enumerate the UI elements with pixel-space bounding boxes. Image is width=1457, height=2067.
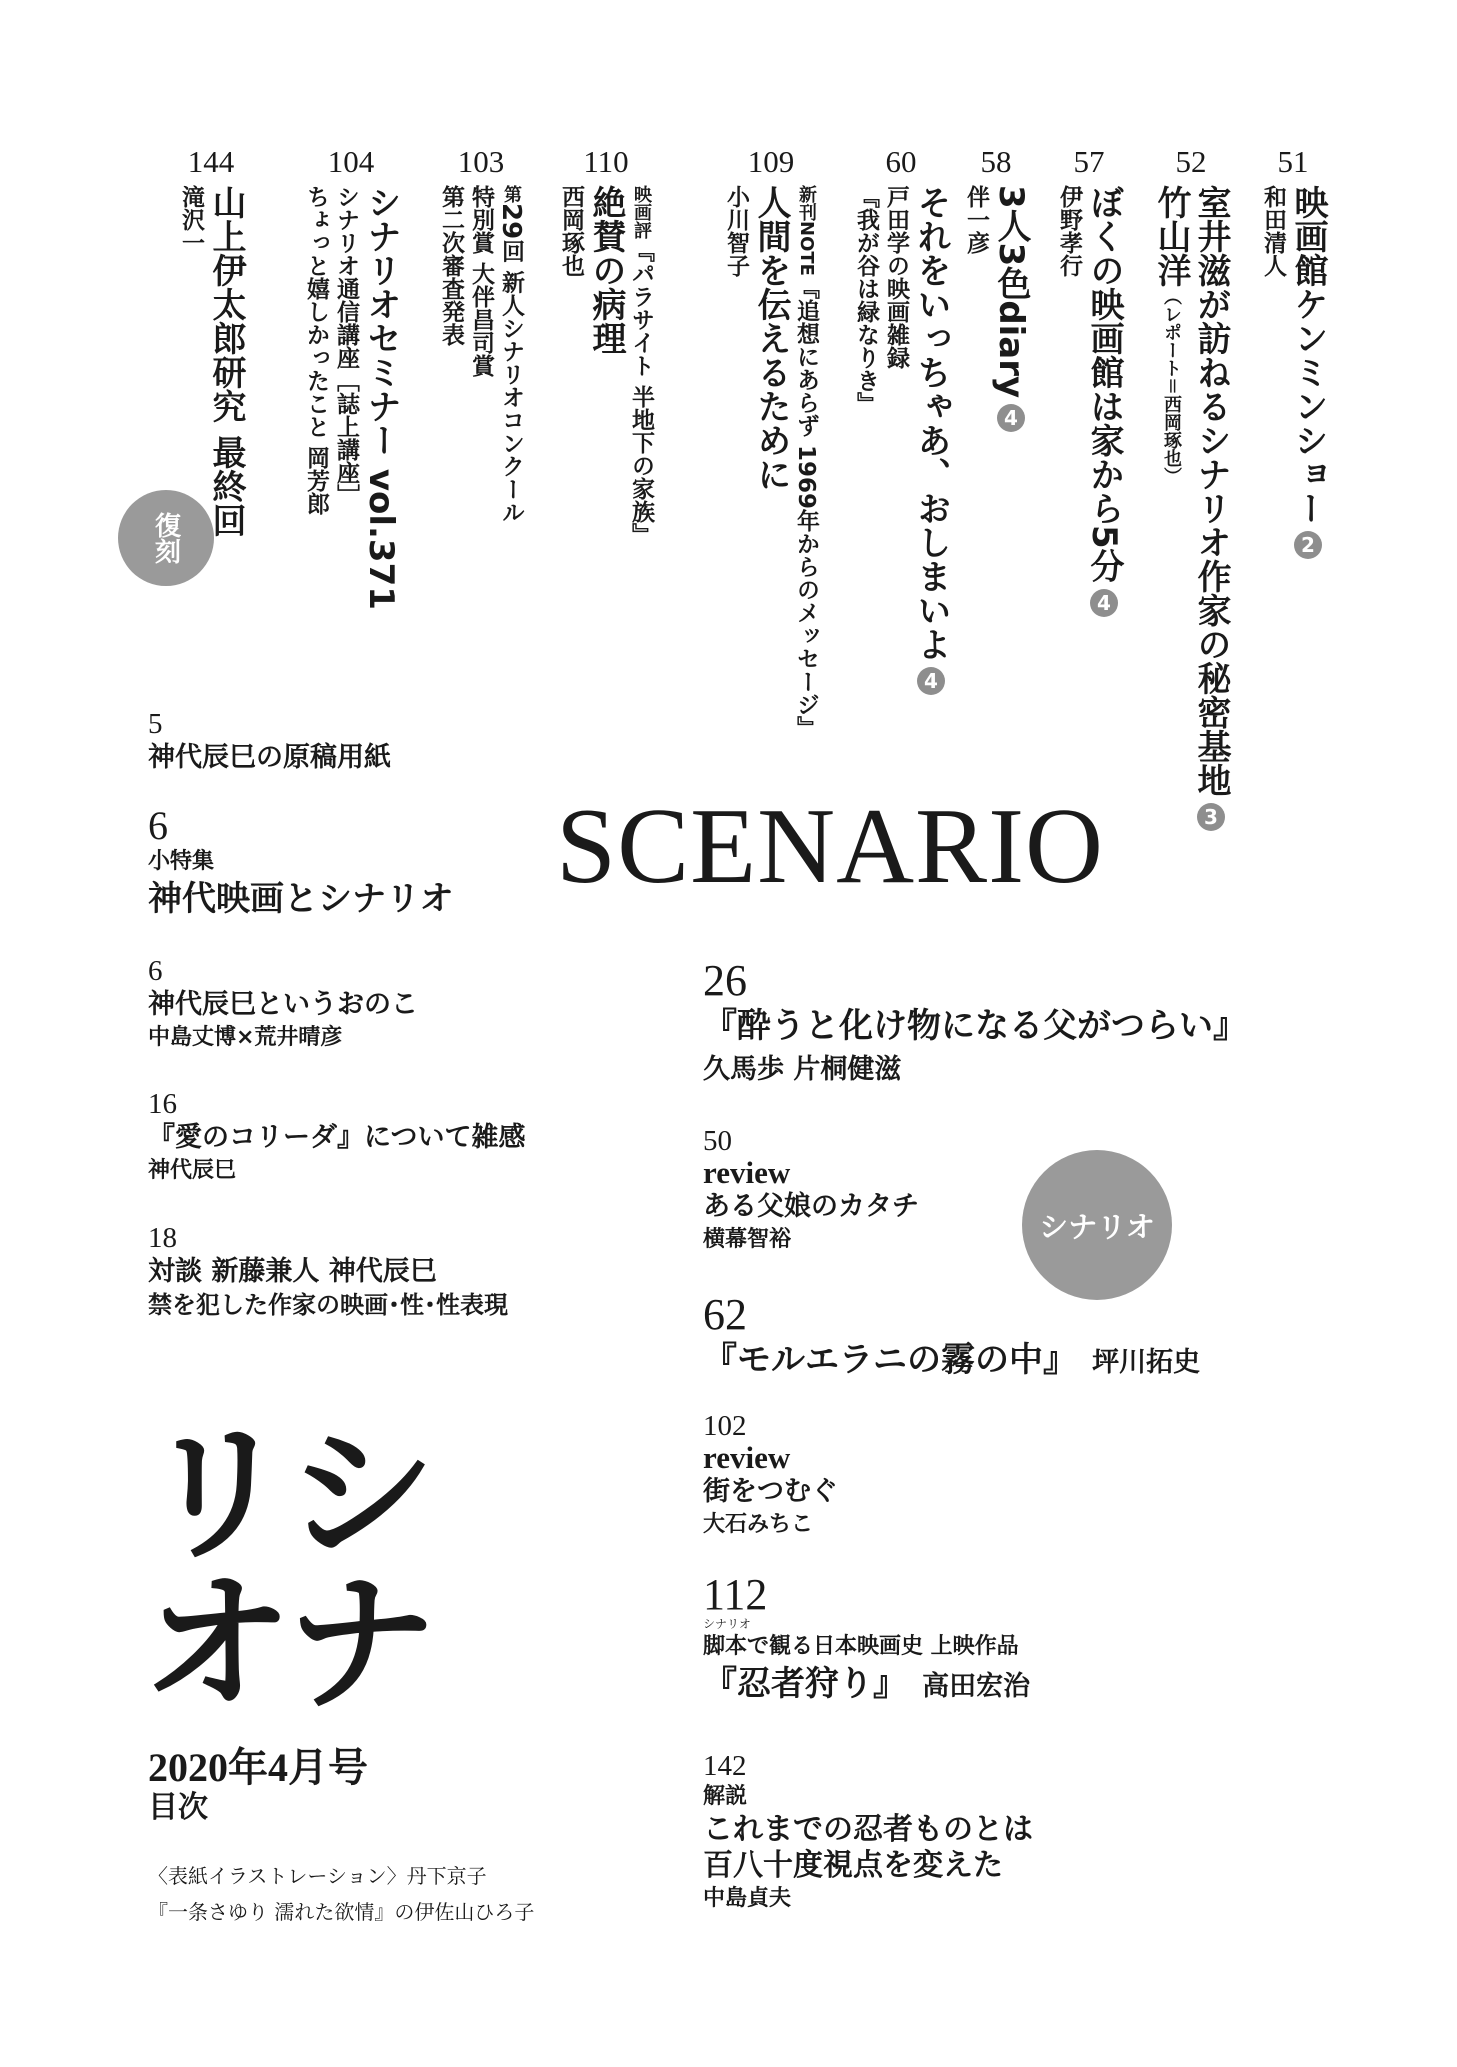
entry-title: 『酔うと化け物になる父がつらい』: [703, 1006, 1247, 1046]
page-number: 144: [187, 144, 235, 179]
magazine-logo: [142, 1408, 431, 1732]
toc-entry-57: [1056, 144, 1124, 617]
episode-number-badge: 4: [917, 667, 945, 695]
entry-title: それをいっちゃあ、おしまいよ: [911, 185, 951, 661]
entry-title: 『忍者狩り』: [703, 1664, 907, 1704]
entry-title: 神代辰巳というおのこ: [148, 989, 418, 1020]
contents-label: 目次: [148, 1790, 208, 1825]
toc-entry-50: [703, 1125, 919, 1255]
scenario-masthead: SCENARIO: [556, 787, 1105, 906]
entry-title: シナリオセミナー vol.371: [361, 185, 401, 610]
entry-title: 街をつむぐ: [703, 1476, 838, 1507]
page-number: 26: [703, 956, 747, 1005]
entry-author: 中島丈博×荒井晴彦: [148, 1025, 343, 1050]
episode-number-badge: 2: [1294, 531, 1322, 559]
page-number: 6: [148, 955, 163, 987]
entry-title: これまでの忍者ものとは: [703, 1812, 1033, 1847]
cover-illustration-credit: 〈表紙イラストレーション〉丹下京子: [148, 1864, 487, 1888]
entry-author: 西岡琢也: [558, 185, 584, 277]
entry-author: 滝沢一: [178, 185, 204, 254]
entry-subtitle: 第二次審査発表: [438, 185, 464, 346]
issue-date: 2020年4月号: [148, 1745, 368, 1790]
entry-author: 久馬歩 片桐健滋: [703, 1054, 902, 1085]
entry-author: 伴一彦: [963, 185, 989, 254]
entry-title: 神代辰巳の原稿用紙: [148, 742, 391, 773]
page-number: 104: [327, 144, 375, 179]
entry-author: 竹山洋: [1151, 185, 1191, 287]
entry-title: 百八十度視点を変えた: [703, 1848, 1003, 1883]
entry-title: 室井滋が訪ねるシナリオ作家の秘密基地: [1191, 185, 1231, 797]
toc-entry-62: [703, 1292, 1200, 1382]
logo-line-2: オナ: [142, 1558, 431, 1732]
entry-series: 戸田学の映画雑録: [883, 185, 909, 369]
entry-title: 3人3色diary: [991, 185, 1031, 399]
toc-entry-144: [178, 144, 246, 537]
entry-title: ある父娘のカタチ: [703, 1191, 919, 1222]
entry-subtitle: 『我が谷は緑なりき』: [853, 185, 879, 415]
toc-entry-112: [703, 1572, 1030, 1706]
entry-title: ぼくの映画館は家から5分: [1084, 185, 1124, 583]
toc-entry-6-feature: [148, 805, 454, 921]
episode-number-badge: 3: [1197, 803, 1225, 831]
entry-label: review: [703, 1155, 791, 1190]
entry-author: 中島貞夫: [703, 1886, 792, 1911]
entry-author: 高田宏治: [922, 1671, 1031, 1702]
entry-label: 新刊NOTE: [796, 185, 817, 276]
entry-author: 横幕智裕: [703, 1227, 792, 1252]
entry-subtitle: 特別賞 大伴昌司賞: [468, 185, 494, 378]
entry-label: review: [703, 1440, 791, 1475]
page-number: 109: [747, 144, 795, 179]
page-number: 102: [703, 1410, 747, 1442]
page-number: 52: [1175, 144, 1207, 179]
page-number: 5: [148, 708, 163, 740]
entry-subtitle: シナリオ通信講座［誌上講座］: [333, 185, 359, 507]
entry-author: 小川智子: [723, 185, 749, 277]
page-number: 16: [148, 1088, 177, 1120]
entry-label: 映画評: [631, 185, 652, 239]
entry-book-title: 『追想にあらず 1969年からのメッセージ』: [793, 275, 819, 739]
entry-author: 大石みちこ: [703, 1512, 814, 1537]
page-number: 62: [703, 1290, 747, 1339]
toc-entry-6: [148, 955, 418, 1053]
page-number: 18: [148, 1222, 177, 1254]
entry-author: 神代辰巳: [148, 1158, 237, 1183]
episode-number-badge: 4: [997, 404, 1025, 432]
entry-title: 山上伊太郎研究 最終回: [206, 185, 246, 537]
toc-entry-60: [853, 144, 951, 695]
page-number: 57: [1073, 144, 1105, 179]
page-number: 58: [980, 144, 1012, 179]
logo-line-1: リシ: [142, 1408, 431, 1582]
entry-title: 神代映画とシナリオ: [148, 879, 454, 919]
page-number: 6: [148, 803, 168, 848]
entry-title: 対談 新藤兼人 神代辰巳: [148, 1256, 437, 1287]
ruby-text: シナリオ: [703, 1617, 751, 1631]
entry-subtitle: 禁を犯した作家の映画･性･性表現: [148, 1291, 508, 1319]
page-number: 110: [583, 144, 629, 179]
toc-entry-104: [303, 144, 401, 610]
toc-entry-51: [1260, 144, 1328, 559]
entry-author-note: （レポート＝西岡琢也）: [1161, 287, 1182, 485]
toc-entry-58: [963, 144, 1031, 432]
entry-label: 小特集: [148, 849, 215, 874]
contest-number: 29: [496, 203, 526, 240]
entry-title: 『愛のコリーダ』について雑感: [148, 1122, 526, 1153]
toc-entry-102: [703, 1410, 838, 1540]
cover-caption: 『一条さゆり 濡れた欲情』の伊佐山ひろ子: [148, 1900, 535, 1924]
scenario-badge: シナリオ: [1022, 1150, 1172, 1300]
toc-entry-142: [703, 1750, 1033, 1914]
toc-entry-26: [703, 958, 1247, 1088]
toc-entry-18: [148, 1222, 508, 1320]
entry-title: 回 新人シナリオコンクール: [498, 239, 524, 524]
page-number: 142: [703, 1750, 747, 1782]
entry-film-title: 『パラサイト 半地下の家族』: [628, 239, 654, 547]
toc-entry-103: 103 第29回 新人シナリオコンクール 特別賞 大伴昌司賞 第二次審査発表: [438, 144, 526, 524]
entry-subtitle: ちょっと嬉しかったこと 岡芳郎: [303, 185, 329, 516]
page-number: 103: [457, 144, 505, 179]
page-number: 60: [885, 144, 917, 179]
toc-entry-5: [148, 708, 391, 776]
episode-number-badge: 4: [1090, 589, 1118, 617]
entry-title: 人間を伝えるために: [751, 185, 791, 491]
toc-entry-16: [148, 1088, 525, 1186]
reprint-badge: 復刻: [118, 490, 214, 586]
entry-title: 『モルエラニの霧の中』: [703, 1340, 1077, 1380]
entry-title: 絶賛の病理: [586, 185, 626, 355]
page-number: 50: [703, 1125, 732, 1157]
entry-label-kanji: 脚本: [703, 1634, 748, 1659]
toc-entry-110: [558, 144, 654, 547]
entry-title: 映画館ケンミンショー: [1288, 185, 1328, 525]
page-number: 51: [1277, 144, 1309, 179]
toc-entry-109: [723, 144, 819, 739]
page-number: 112: [703, 1570, 768, 1619]
entry-author: 和田清人: [1260, 185, 1286, 277]
entry-label: で観る日本映画史 上映作品: [747, 1634, 1019, 1659]
issue-info: [148, 1746, 368, 1826]
entry-author: 伊野孝行: [1056, 185, 1082, 277]
toc-entry-52: [1151, 144, 1231, 831]
entry-label: 解説: [703, 1784, 748, 1809]
entry-author: 坪川拓史: [1092, 1347, 1201, 1378]
cover-credits: [148, 1858, 534, 1930]
